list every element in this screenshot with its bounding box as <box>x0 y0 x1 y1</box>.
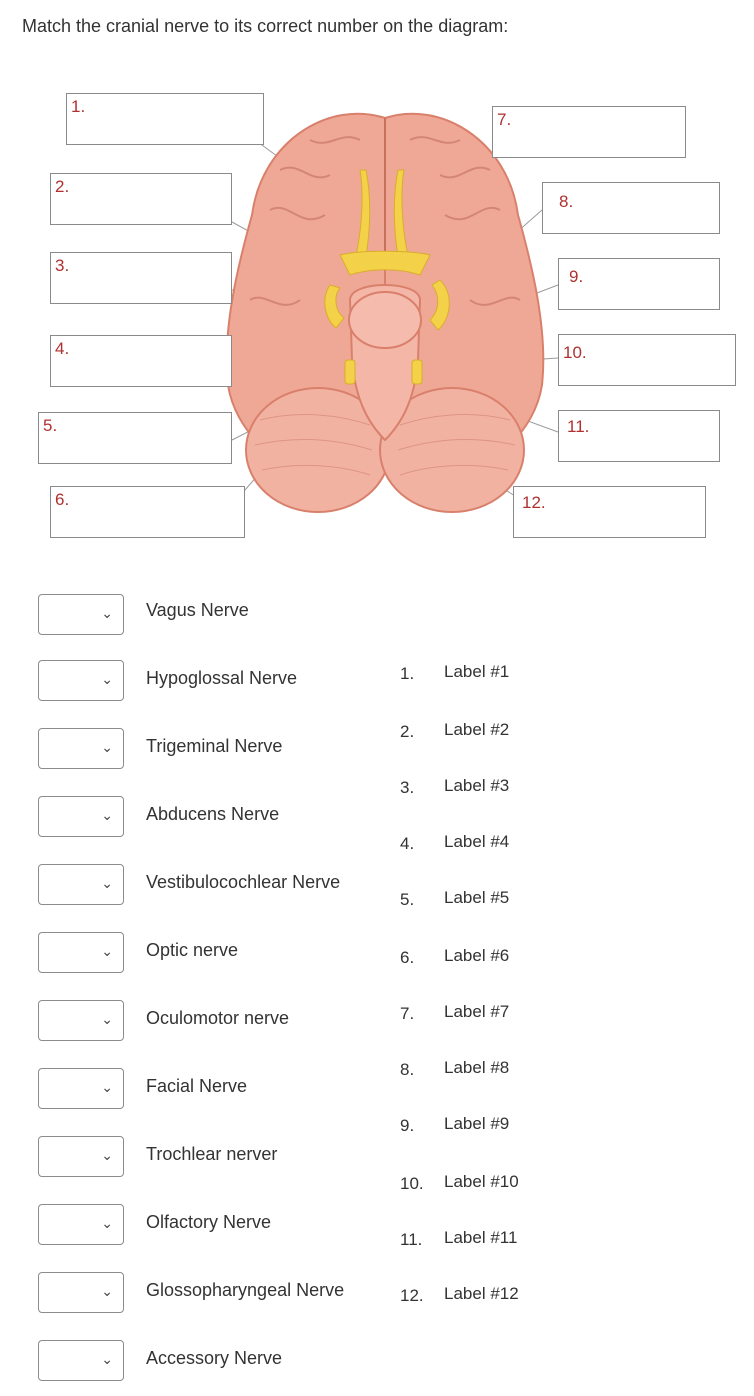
chevron-down-icon: ⌄ <box>101 605 113 621</box>
diagram-label-3[interactable]: 3. <box>50 252 232 304</box>
key-number: 2. <box>400 722 415 741</box>
chevron-down-icon: ⌄ <box>101 1011 113 1027</box>
key-number: 5. <box>400 890 415 909</box>
nerve-name: Accessory Nerve <box>146 1348 283 1368</box>
answer-dropdown-11[interactable] <box>38 1272 124 1313</box>
chevron-down-icon: ⌄ <box>101 943 113 959</box>
key-number: 3. <box>400 778 415 797</box>
nerve-name: Olfactory Nerve <box>146 1212 272 1232</box>
answer-dropdown-9[interactable] <box>38 1136 124 1177</box>
diagram-label-9[interactable]: 9. <box>558 258 720 310</box>
chevron-down-icon: ⌄ <box>101 1215 113 1231</box>
key-label: Label #11 <box>444 1228 518 1247</box>
key-number: 8. <box>400 1060 415 1079</box>
key-number: 12. <box>400 1286 424 1305</box>
key-label: Label #2 <box>444 720 510 739</box>
key-label: Label #1 <box>444 662 510 681</box>
diagram-label-1[interactable]: 1. <box>66 93 264 145</box>
question-text: Match the cranial nerve to its correct number on the diagram: <box>22 16 509 36</box>
diagram-label-6[interactable]: 6. <box>50 486 245 538</box>
key-number: 1. <box>400 664 415 683</box>
nerve-name: Abducens Nerve <box>146 804 280 824</box>
diagram-label-2[interactable]: 2. <box>50 173 232 225</box>
key-number: 11. <box>400 1230 423 1249</box>
key-number: 9. <box>400 1116 415 1135</box>
answer-dropdown-1[interactable] <box>38 594 124 635</box>
key-label: Label #8 <box>444 1058 510 1077</box>
key-label: Label #9 <box>444 1114 510 1133</box>
diagram-label-8[interactable]: 8. <box>542 182 720 234</box>
key-label: Label #6 <box>444 946 510 965</box>
answer-dropdown-4[interactable] <box>38 796 124 837</box>
nerve-name: Trochlear nerver <box>146 1144 278 1164</box>
chevron-down-icon: ⌄ <box>101 671 113 687</box>
answer-dropdown-3[interactable] <box>38 728 124 769</box>
diagram-label-10[interactable]: 10. <box>558 334 736 386</box>
key-label: Label #12 <box>444 1284 519 1303</box>
nerve-name: Trigeminal Nerve <box>146 736 283 756</box>
nerve-name: Hypoglossal Nerve <box>146 668 298 688</box>
answer-dropdown-2[interactable] <box>38 660 124 701</box>
chevron-down-icon: ⌄ <box>101 1079 113 1095</box>
diagram-label-5[interactable]: 5. <box>38 412 232 464</box>
answer-dropdown-7[interactable] <box>38 1000 124 1041</box>
answer-dropdown-10[interactable] <box>38 1204 124 1245</box>
nerve-name: Glossopharyngeal Nerve <box>146 1280 345 1300</box>
key-label: Label #4 <box>444 832 510 851</box>
key-number: 7. <box>400 1004 415 1023</box>
key-label: Label #7 <box>444 1002 510 1021</box>
pons <box>349 292 421 348</box>
answer-dropdown-8[interactable] <box>38 1068 124 1109</box>
diagram-label-12[interactable]: 12. <box>513 486 706 538</box>
key-label: Label #3 <box>444 776 510 795</box>
answer-dropdown-6[interactable] <box>38 932 124 973</box>
key-number: 4. <box>400 834 415 853</box>
chevron-down-icon: ⌄ <box>101 807 113 823</box>
chevron-down-icon: ⌄ <box>101 1283 113 1299</box>
nerve-name: Vagus Nerve <box>146 600 249 620</box>
nerve-name: Vestibulocochlear Nerve <box>146 872 341 892</box>
chevron-down-icon: ⌄ <box>101 739 113 755</box>
chevron-down-icon: ⌄ <box>101 1351 113 1367</box>
diagram-label-11[interactable]: 11. <box>558 410 720 462</box>
nerve-name: Facial Nerve <box>146 1076 248 1096</box>
key-number: 6. <box>400 948 415 967</box>
diagram-label-7[interactable]: 7. <box>492 106 686 158</box>
nerve-name: Optic nerve <box>146 940 239 960</box>
answer-dropdown-5[interactable] <box>38 864 124 905</box>
key-label: Label #10 <box>444 1172 519 1191</box>
answer-dropdown-12[interactable] <box>38 1340 124 1381</box>
chevron-down-icon: ⌄ <box>101 875 113 891</box>
key-label: Label #5 <box>444 888 510 907</box>
key-number: 10. <box>400 1174 424 1193</box>
chevron-down-icon: ⌄ <box>101 1147 113 1163</box>
diagram-label-4[interactable]: 4. <box>50 335 232 387</box>
nerve-name: Oculomotor nerve <box>146 1008 290 1028</box>
